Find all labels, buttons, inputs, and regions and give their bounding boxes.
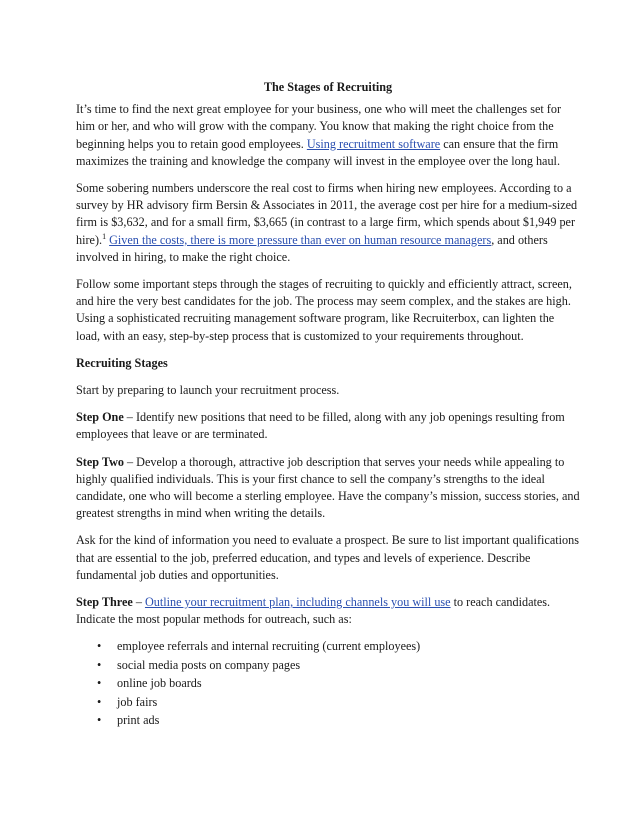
step-three-dash: – <box>132 595 145 610</box>
step-two-text: – Develop a thorough, attractive job description that serves your needs while appealing to highly qualified individuals. This is your first chance to sell the company’s strengths to the ideal candidate, one who will become a sterling employee. Have the company’s mission, success stories, and greatest strengths in mind when writing the details. <box>76 454 580 521</box>
list-item-text: job fairs <box>117 694 158 709</box>
step-three-text: to reach candidates. Indicate the most popular methods for outreach, such as: <box>76 595 551 627</box>
paragraph-costs-text-end: , and others involved in hiring, to make the right choice. <box>76 232 548 264</box>
paragraph-intro-text-end: can ensure that the firm maximizes the training and knowledge the company will invest in the employee over the long haul. <box>76 136 560 168</box>
footnote-marker: 1 <box>102 231 107 241</box>
list-item <box>76 675 580 692</box>
paragraph-intro <box>76 101 580 170</box>
section-heading-recruiting-stages: Recruiting Stages <box>76 355 168 370</box>
list-item <box>76 712 580 729</box>
list-item-text: employee referrals and internal recruiting (current employees) <box>117 639 421 654</box>
paragraph-ask-information: Ask for the kind of information you need to evaluate a prospect. Be sure to list important qualifications that are essential to the job, preferred education, and types and levels of experience. Describe fundamental job duties and opportunities. <box>76 533 579 582</box>
link-pressure-on-hr-managers[interactable]: Given the costs, there is more pressure than ever on human resource managers <box>109 232 492 247</box>
list-item <box>76 694 580 711</box>
bullet-icon: • <box>97 694 102 709</box>
bullet-icon: • <box>97 713 102 728</box>
paragraph-costs-text: Some sobering numbers underscore the real cost to firms when hiring new employees. According to a survey by HR advisory firm Bersin & Associates in 2011, the average cost per hire for a medium-sized firm is $3,632, and for a small firm, $3,665 (in contrast to a large firm, which spends about $1,949 per hire). <box>76 181 578 247</box>
step-one-text: – Identify new positions that need to be filled, along with any job openings resulting from employees that leave or are terminated. <box>76 410 565 442</box>
paragraph-start: Start by preparing to launch your recruitment process. <box>76 383 340 398</box>
list-item-text: online job boards <box>117 676 202 691</box>
paragraph-costs <box>76 180 580 266</box>
paragraph-step-two <box>76 454 580 523</box>
paragraph-step-one <box>76 409 580 443</box>
list-item-text: print ads <box>117 713 160 728</box>
list-item-text: social media posts on company pages <box>117 657 301 672</box>
link-outline-recruitment-plan[interactable]: Outline your recruitment plan, including channels you will use <box>144 595 451 610</box>
paragraph-step-three <box>76 594 580 628</box>
link-using-recruitment-software[interactable]: Using recruitment software <box>306 136 441 151</box>
paragraph-intro-text: It’s time to find the next great employee for your business, one who will meet the challenges set for him or her, and who will grow with the company. You know that making the right choice from the beginning helps you to retain good employees. <box>76 102 561 151</box>
bullet-icon: • <box>97 657 102 672</box>
bullet-icon: • <box>97 639 102 654</box>
step-two-label: Step Two <box>76 454 124 469</box>
outreach-methods-list <box>76 638 580 729</box>
step-three-label: Step Three <box>76 595 133 610</box>
paragraph-steps-overview: Follow some important steps through the stages of recruiting to quickly and efficiently attract, screen, and hire the very best candidates for the job. The process may seem complex, and the stakes are high. Using a sophisticated recruiting management software program, like Recruiterbox, can lighten the load, with an easy, step-by-step process that is customized to your requirements throughout. <box>76 277 572 343</box>
bullet-icon: • <box>97 676 102 691</box>
list-item <box>76 638 580 655</box>
list-item <box>76 657 580 674</box>
document-title: The Stages of Recruiting <box>263 80 393 94</box>
step-one-label: Step One <box>76 410 124 425</box>
